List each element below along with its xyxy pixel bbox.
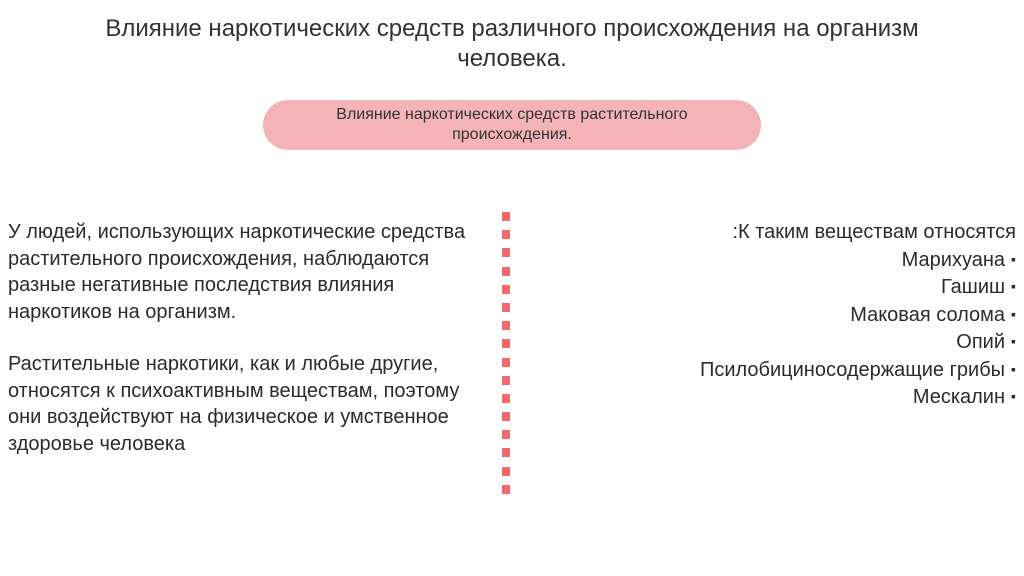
divider-dash — [502, 412, 510, 421]
divider-dash — [502, 376, 510, 385]
right-list-column — [516, 219, 1016, 411]
divider-dash — [502, 467, 510, 476]
list-item-label: Гашиш — [940, 276, 1006, 298]
substance-list — [516, 246, 1016, 411]
divider-dash — [502, 339, 510, 348]
divider-dash — [502, 230, 510, 239]
list-item — [516, 246, 1016, 274]
divider-dash — [502, 212, 510, 221]
list-item — [516, 383, 1016, 411]
subtitle-pill — [263, 100, 761, 150]
divider-dash — [502, 321, 510, 330]
list-item-label: Марихуана — [901, 248, 1006, 271]
slide-title: Влияние наркотических средств различного происхождения на организм человека. — [105, 15, 919, 72]
square-bullet-icon: ▪ — [1011, 333, 1016, 349]
list-item — [516, 356, 1016, 384]
list-item — [516, 273, 1016, 301]
list-item-label: Псилобициносодержащие грибы — [699, 358, 1006, 381]
left-paragraph-2: Растительные наркотики, как и любые другие, относятся к психоактивным веществам, поэтому они воздействуют на физическое и умственное здоровье человека — [8, 353, 460, 455]
dashed-divider — [502, 212, 510, 494]
left-text-column — [8, 219, 498, 457]
list-item — [516, 328, 1016, 356]
list-item — [516, 301, 1016, 329]
divider-dash — [502, 448, 510, 457]
square-bullet-icon: ▪ — [1011, 278, 1016, 294]
left-paragraph-1: У людей, использующих наркотические средства растительного происхождения, наблюдаются разные негативные последствия влияния наркотиков на организм. — [8, 221, 466, 323]
square-bullet-icon: ▪ — [1011, 388, 1016, 404]
divider-dash — [502, 267, 510, 276]
list-item-label: Маковая солома — [850, 303, 1006, 326]
square-bullet-icon: ▪ — [1011, 305, 1016, 322]
divider-dash — [502, 394, 510, 403]
list-item-label: Опий — [956, 331, 1006, 353]
divider-dash — [502, 303, 510, 312]
list-item-label: Мескалин — [912, 386, 1006, 408]
divider-dash — [502, 358, 510, 367]
divider-dash — [502, 430, 510, 439]
square-bullet-icon: ▪ — [1011, 360, 1016, 377]
divider-dash — [502, 485, 510, 494]
divider-dash — [502, 248, 510, 257]
right-list-heading: :К таким веществам относятся — [732, 221, 1016, 243]
subtitle-pill-text: Влияние наркотических средств растительного происхождения. — [336, 106, 688, 143]
square-bullet-icon: ▪ — [1011, 250, 1016, 267]
divider-dash — [502, 285, 510, 294]
